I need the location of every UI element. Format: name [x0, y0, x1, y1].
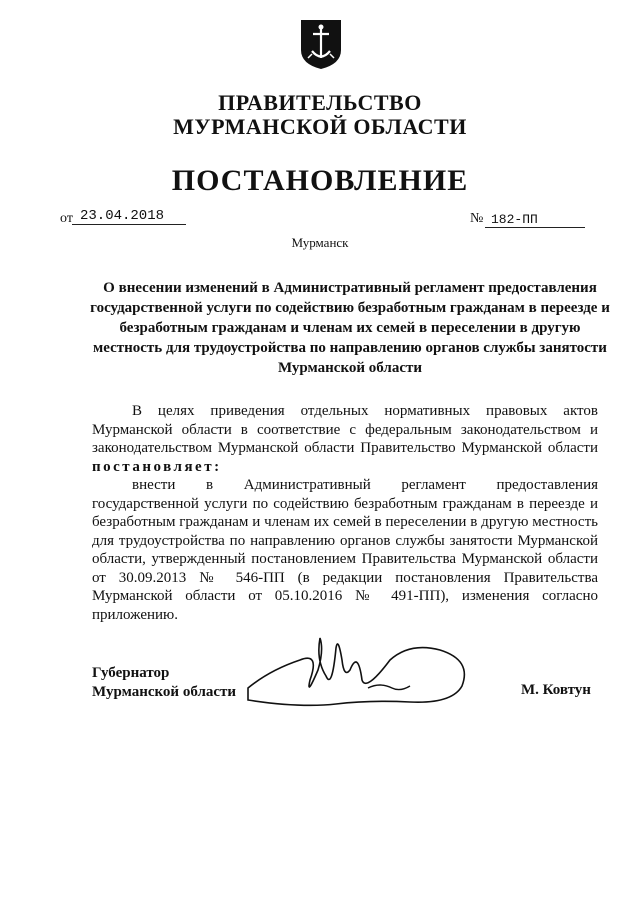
- document-subject: О внесении изменений в Административный регламент предоставления государственной услуги по содействию безработным гражданам в переезде и безработным гражданам и членам их семей в переселении в другую местность для трудоустройства по направлению органов службы занятости Мурманской области: [90, 280, 610, 376]
- signatory-title: [92, 664, 236, 702]
- date-prefix: от: [60, 211, 73, 226]
- number-prefix: №: [470, 211, 484, 226]
- handwritten-signature: [240, 630, 490, 710]
- document-type-title: ПОСТАНОВЛЕНИЕ: [171, 164, 469, 197]
- body-paragraph-1: [92, 402, 598, 476]
- government-name-line1: ПРАВИТЕЛЬСТВО: [218, 90, 422, 115]
- resolution-keyword: постановляет:: [92, 458, 222, 475]
- body-paragraph-2: внести в Административный регламент предоставления государственной услуги по содействию безработным гражданам в переезде и безработным гражданам и членам их семей в переселении в другую местность для трудоустройства по направлению органов службы занятости Мурманской области, утвержденный постановлением Правительства Мурманской области от 30.09.2013 № 546-ПП (в редакции постановления Правительства Мурманской области от 05.10.2016 № 491-ПП), изменения согласно приложению.: [92, 477, 598, 623]
- murmansk-coat-of-arms-icon: [298, 18, 344, 70]
- city-name: Мурманск: [291, 235, 349, 250]
- document-number: 182-ПП: [485, 212, 585, 228]
- government-name-line2: МУРМАНСКОЙ ОБЛАСТИ: [173, 114, 467, 139]
- document-body: [92, 402, 598, 624]
- signatory-title-line2: Мурманской области: [92, 684, 237, 700]
- body-paragraph-1-text: В целях приведения отдельных нормативных правовых актов Мурманской области в соответствие с федеральным законодательством и законодательством Мурманской области Правительство Мурманской области: [92, 403, 598, 456]
- signatory-name: М. Ковтун: [521, 682, 591, 698]
- document-date: 23.04.2018: [72, 208, 186, 225]
- signatory-title-line1: Губернатор: [92, 665, 170, 681]
